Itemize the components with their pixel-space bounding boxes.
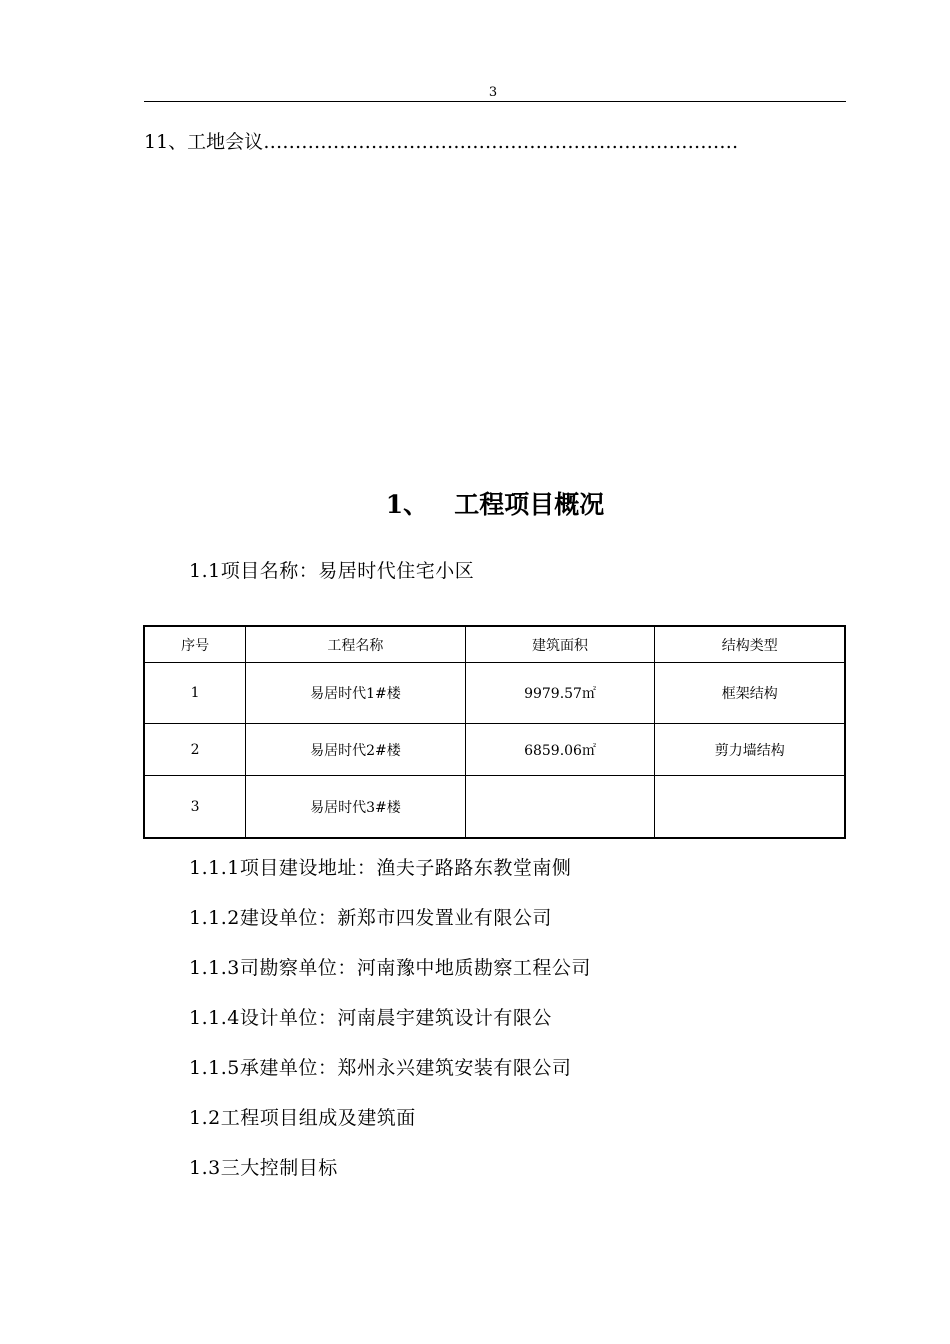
- table-cell: 2: [144, 724, 246, 776]
- table-header-cell: 工程名称: [246, 626, 465, 663]
- table-row: [144, 776, 845, 839]
- table-cell: 易居时代3#楼: [246, 776, 465, 839]
- header-rule: [144, 101, 846, 102]
- table-cell: 易居时代2#楼: [246, 724, 465, 776]
- table-cell: 9979.57㎡: [465, 663, 655, 724]
- detail-survey-unit: 1.1.3司勘察单位：河南豫中地质勘察工程公司: [189, 957, 591, 979]
- table-header-cell: 序号: [144, 626, 246, 663]
- table-cell: 剪力墙结构: [655, 724, 845, 776]
- detail-control-targets: 1.3三大控制目标: [189, 1157, 338, 1179]
- table-header-row: [144, 626, 845, 663]
- detail-design-unit: 1.1.4设计单位：河南晨宇建筑设计有限公: [189, 1007, 552, 1029]
- table-header-cell: 建筑面积: [465, 626, 655, 663]
- table-cell: [655, 776, 845, 839]
- table-cell: 1: [144, 663, 246, 724]
- detail-contractor: 1.1.5承建单位：郑州永兴建筑安装有限公司: [189, 1057, 572, 1079]
- table-cell: 框架结构: [655, 663, 845, 724]
- section-number: 1、: [385, 490, 429, 519]
- table-row: [144, 663, 845, 724]
- section-title-text: 工程项目概况: [454, 490, 605, 519]
- table-cell: 3: [144, 776, 246, 839]
- detail-composition: 1.2工程项目组成及建筑面: [189, 1107, 416, 1129]
- table-cell: [465, 776, 655, 839]
- table-row: [144, 724, 845, 776]
- project-overview-table: [143, 625, 846, 839]
- detail-address: 1.1.1项目建设地址：渔夫子路路东教堂南侧: [189, 857, 572, 879]
- table-header-cell: 结构类型: [655, 626, 845, 663]
- detail-developer: 1.1.2建设单位：新郑市四发置业有限公司: [189, 907, 552, 929]
- table-cell: 易居时代1#楼: [246, 663, 465, 724]
- page-number: 3: [488, 85, 498, 100]
- table-cell: 6859.06㎡: [465, 724, 655, 776]
- section-title: [0, 489, 950, 521]
- toc-entry-label: 11、工地会议: [144, 131, 264, 153]
- toc-leader-dots: …………………………………………………………………: [263, 131, 739, 153]
- project-name: 1.1项目名称：易居时代住宅小区: [189, 560, 475, 582]
- toc-entry[interactable]: [144, 130, 846, 154]
